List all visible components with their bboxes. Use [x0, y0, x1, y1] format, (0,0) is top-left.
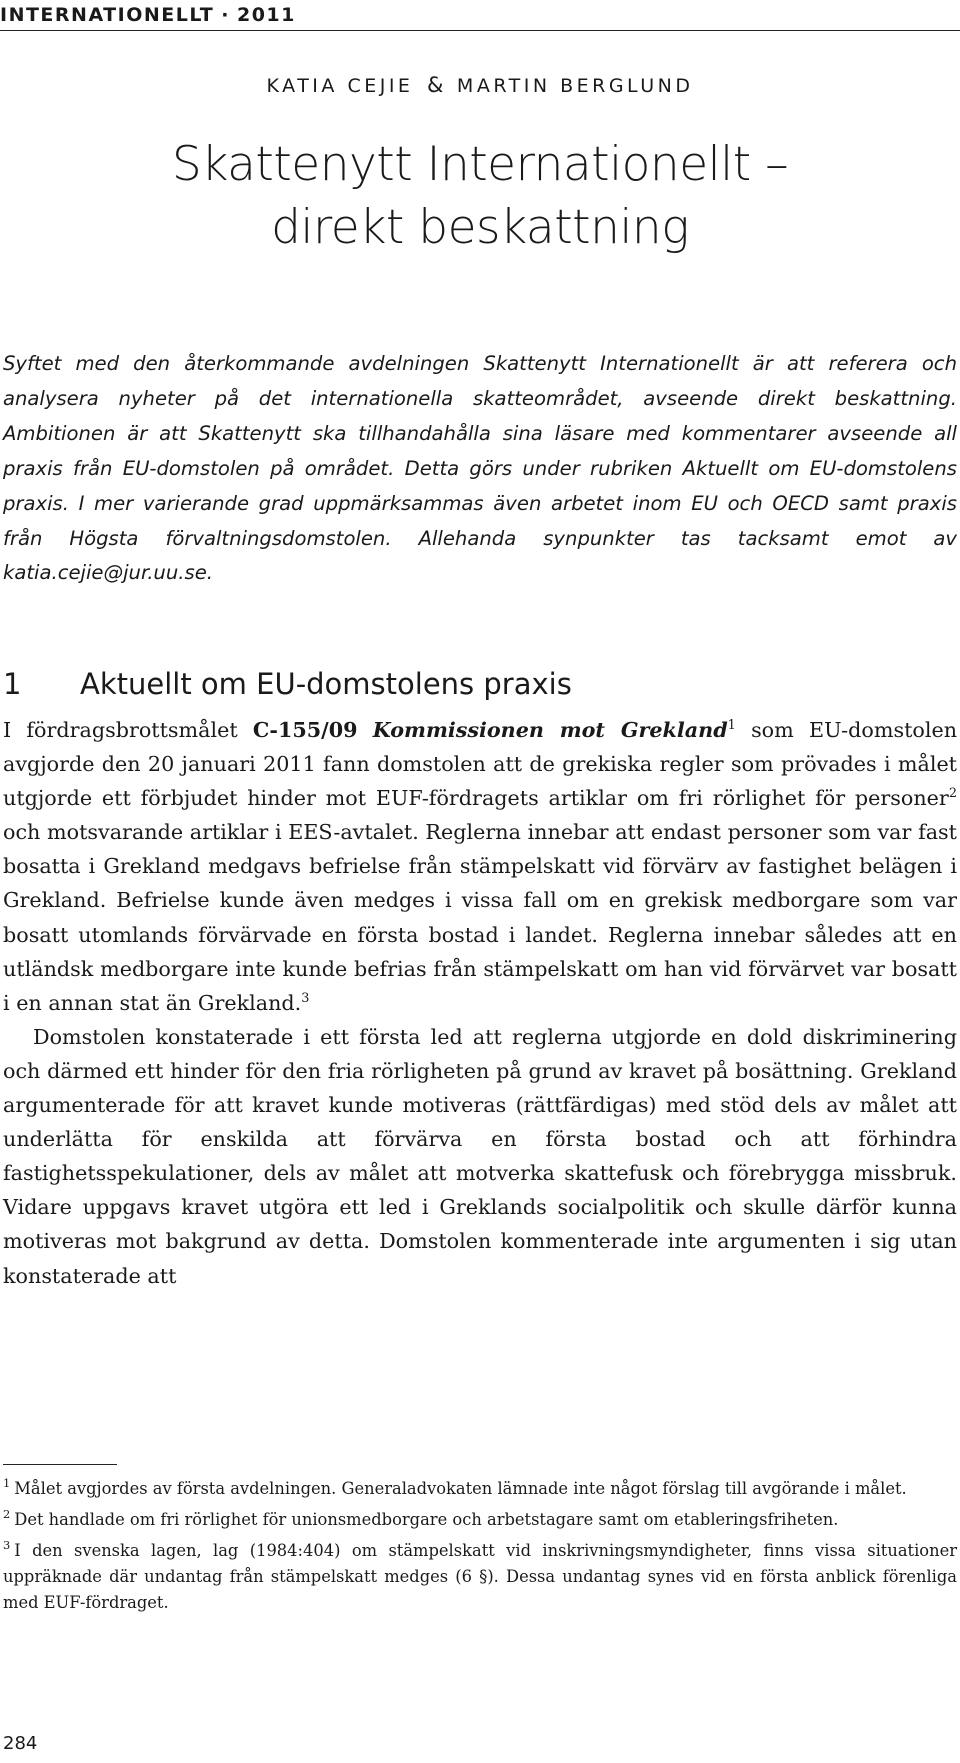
- header-separator: ·: [221, 4, 230, 26]
- footnote-text: I den svenska lagen, lag (1984:404) om stämpelskatt vid inskrivningsmyndigheter, finns vissa situationer uppräknade där undantag från stämpelskatt medges (6 §). Dessa undantag synes vid en första anblick förenliga med EUF-fördraget.: [3, 1541, 957, 1612]
- section-number: 1: [3, 667, 22, 701]
- section-title: Aktuellt om EU-domstolens praxis: [80, 667, 572, 701]
- journal-year: 2011: [236, 4, 296, 26]
- title-line-2: direkt beskattning: [271, 200, 689, 255]
- abstract: Syftet med den återkommande avdelningen Skattenytt Internationellt är att referera och analysera nyheter på det internationella skatteområdet, avseende direkt beskattning. Ambitionen är att Skattenytt ska tillhandahålla sina läsare med kommentarer avseende all praxis från EU-domstolen på området. Detta görs under rubriken Aktuellt om EU-domstolens praxis. I mer varierande grad uppmärksammas även arbetet inom EU och OECD samt praxis från Högsta förvaltningsdomstolen. Allehanda synpunkter tas tacksamt emot av katia.cejie@jur.uu.se.: [3, 352, 957, 585]
- case-name: Kommissionen mot Grekland: [372, 718, 728, 742]
- title-line-1: Skattenytt Internationellt –: [171, 137, 789, 192]
- footnote-number: 3: [3, 1537, 11, 1552]
- footnote-ref-2[interactable]: 2: [948, 786, 957, 802]
- body-text: [3, 713, 957, 1293]
- footnote-3: [3, 1538, 957, 1616]
- footnote-rule: [3, 1464, 117, 1465]
- author-ampersand: &: [426, 73, 444, 97]
- footnote-2: [3, 1507, 957, 1533]
- case-number: C-155/09: [252, 718, 358, 742]
- footnote-ref-1[interactable]: 1: [727, 718, 736, 734]
- footnote-number: 1: [3, 1475, 11, 1490]
- page-number: 284: [3, 1733, 38, 1754]
- footnote-number: 2: [3, 1506, 11, 1521]
- article-title: [0, 133, 960, 259]
- body-paragraph-2: Domstolen konstaterade i ett första led att reglerna utgjorde en dold diskriminering och därmed ett hinder för den fria rörligheten på grund av kravet på bosättning. Grekland argumenterade för att kravet kunde motiveras (rättfärdigas) med stöd dels av målet att underlätta för enskilda att förvärva en första bostad och att förhindra fastighetsspekulationer, dels av målet att motverka skattefusk och förebrygga missbruk. Vidare uppgavs kravet utgöra ett led i Greklands socialpolitik och skulle därför kunna motiveras mot bakgrund av detta. Domstolen kommenterade inte argumenten i sig utan konstaterade att: [3, 1024, 957, 1288]
- journal-name: INTERNATIONELLT: [0, 4, 215, 26]
- running-header: [0, 0, 960, 30]
- body-paragraph-1: I fördragsbrottsmålet C-155/09 Kommissionen mot Grekland$^1$ som EU-domstolen avgjorde den 20 januari 2011 fann domstolen att de grekiska regler som prövades i målet utgjorde ett förbjudet hinder mot EUF-fördragets artiklar om fri rörlighet för personer$^2$ och motsvarande artiklar i EES-avtalet. Reglerna innebar att endast personer som var fast bosatta i Grekland medgavs befrielse från stämpelskatt vid förvärv av fastighet belägen i Grekland. Befrielse kunde även medges i vissa fall om en grekisk medborgare som var bosatt utomlands förvärvade en första bostad i landet. Reglerna innebar således att en utländsk medborgare inte kunde befrias från stämpelskatt om han vid förvärvet var bosatt i en annan stat än Grekland.$^3$: [3, 718, 958, 1015]
- footnotes: [3, 1476, 957, 1621]
- footnote-1: [3, 1476, 957, 1502]
- author-2: MARTIN BERGLUND: [456, 75, 694, 97]
- footnote-ref-3[interactable]: 3: [301, 990, 310, 1006]
- author-line: [0, 70, 960, 101]
- footnote-text: Målet avgjordes av första avdelningen. Generaladvokaten lämnade inte något förslag till avgörande i målet.: [14, 1479, 907, 1498]
- header-rule: [0, 30, 960, 31]
- author-1: KATIA CEJIE: [266, 75, 414, 97]
- section-heading: [3, 662, 957, 706]
- footnote-text: Det handlade om fri rörlighet för unionsmedborgare och arbetstagare samt om etableringsfriheten.: [14, 1510, 839, 1529]
